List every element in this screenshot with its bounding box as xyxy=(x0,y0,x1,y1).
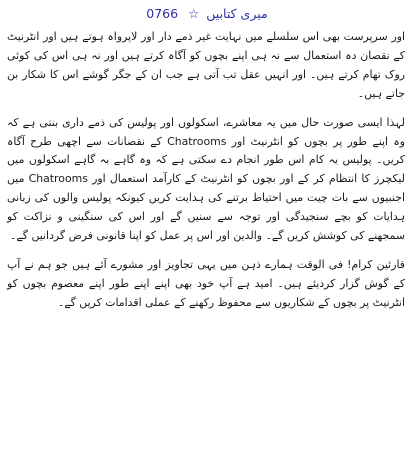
star-icon: ☆ xyxy=(188,6,200,21)
page-header xyxy=(0,6,411,21)
paragraph-3: قارئین کرام! فی الوقت ہمارے ذہن میں یہی تجاویز اور مشورے آئے ہیں جو ہم نے آپ کے گوش گزار کردیئے ہیں۔ امید ہے آپ خود بھی اپنے اپنے طور اپنے معصوم بچوں کو انٹرنیٹ پر بچوں کے شکاریوں سے محفوظ رکھنے کے عملی اقدامات کریں گے۔ xyxy=(7,257,405,309)
paragraph-1: اور سرپرست بھی اس سلسلے میں نہایت غیر ذمے دار اور لاپرواہ ہوتے ہیں اور انٹرنیٹ کے نقصان دہ استعمال سے نہ ہی اپنے بچوں کو آگاہ کرتے ہیں اور نہ ہی اس کی کوئی روک تھام کرتے ہیں۔ اور انہیں عقل تب آتی ہے جب ان کے جگر گوشے اس کا شکار بن جاتے ہیں۔ xyxy=(7,30,405,100)
paragraph-2: لہذا ایسی صورت حال میں یہ معاشرے، اسکولوں اور پولیس کی ذمے داری بنتی ہے کہ وہ اپنے طور پر بچوں کو انٹرنیٹ اور Chatrooms کے نقصانات سے اچھی طرح آگاہ کریں۔ پولیس یہ کام اس طور انجام دے سکتی ہے کہ وہ گاہے بہ گاہے اسکولوں میں لیکچرز کا انتظام کر کے اور بچوں کو انٹرنیٹ کے کارآمد استعمال اور Chatrooms میں اجنبیوں سے بات چیت میں احتیاط برتنے کی ہدایت کریں کیونکہ پولیس والوں کی زبانی ہدایات کو بچے سنجیدگی اور توجہ سے سنیں گے اور اس کی سنگینی و نزاکت کو سمجھنے کی کوشش کریں گے۔ والدین اور اس پر عمل کو اپنا قانونی فرض گردانیں گے۔ xyxy=(7,115,406,243)
header-title: میری کتابیں xyxy=(206,6,268,21)
paragraph-spacer xyxy=(7,246,405,256)
document-body xyxy=(7,28,405,313)
paragraph-spacer xyxy=(7,104,405,114)
page-number: 0766 xyxy=(146,6,179,21)
